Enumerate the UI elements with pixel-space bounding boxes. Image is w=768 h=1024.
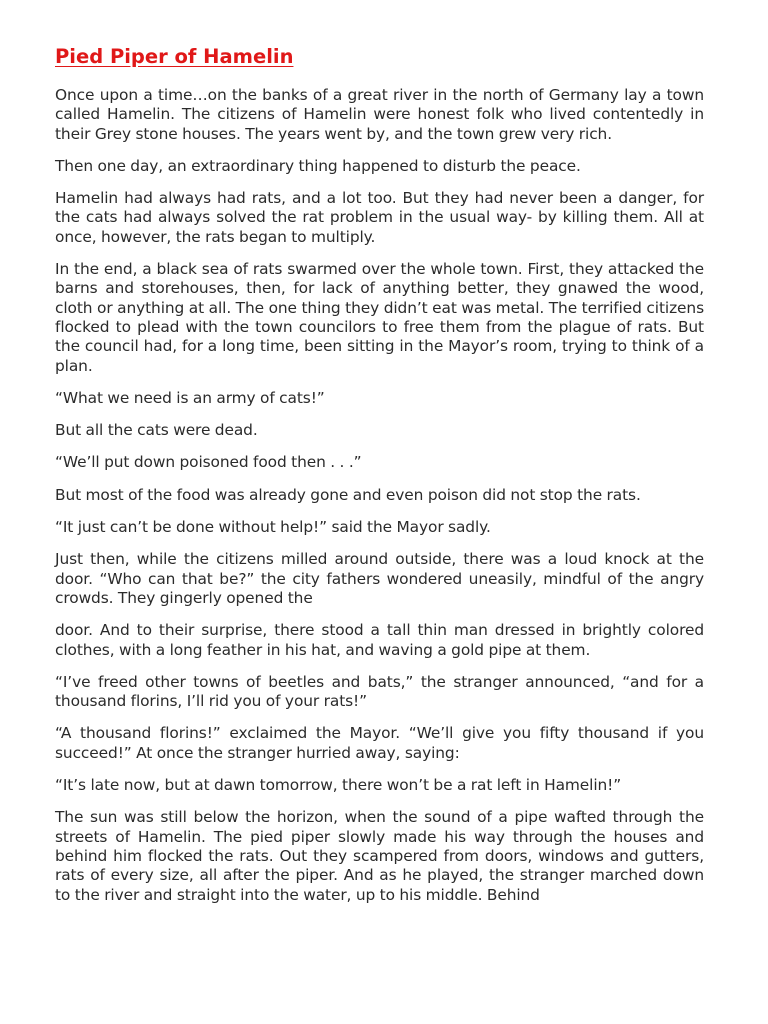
- paragraph-10: Just then, while the citizens milled around outside, there was a loud knock at the door. “Who can that be?” the city fathers wondered uneasily, mindful of the angry crowds. They gingerly opened the: [55, 550, 704, 607]
- paragraph-5: “What we need is an army of cats!”: [55, 388, 325, 407]
- page-title: Pied Piper of Hamelin: [55, 45, 294, 68]
- paragraph-11: door. And to their surprise, there stood a tall thin man dressed in brightly colored clothes, with a long feather in his hat, and waving a gold pipe at them.: [55, 621, 704, 659]
- paragraph-13: “A thousand florins!” exclaimed the Mayor. “We’ll give you fifty thousand if you succeed!” At once the stranger hurried away, saying:: [55, 724, 704, 762]
- paragraph-8: But most of the food was already gone and even poison did not stop the rats.: [55, 485, 641, 504]
- paragraph-9: “It just can’t be done without help!” said the Mayor sadly.: [55, 518, 491, 537]
- paragraph-3: Hamelin had always had rats, and a lot too. But they had never been a danger, for the cats had always solved the rat problem in the usual way- by killing them. All at once, however, the rats began to multiply.: [55, 189, 704, 246]
- document-page: [55, 44, 704, 918]
- paragraph-6: But all the cats were dead.: [55, 421, 258, 440]
- paragraph-15: The sun was still below the horizon, when the sound of a pipe wafted through the streets of Hamelin. The pied piper slowly made his way through the houses and behind him flocked the rats. Out they scampered from doors, windows and gutters, rats of every size, all after the piper. And as he played, the stranger marched down to the river and straight into the water, up to his middle. Behind: [55, 808, 704, 904]
- paragraph-7: “We’ll put down poisoned food then . . .”: [55, 453, 362, 472]
- paragraph-12: “I’ve freed other towns of beetles and bats,” the stranger announced, “and for a thousand florins, I’ll rid you of your rats!”: [55, 672, 704, 711]
- paragraph-4: In the end, a black sea of rats swarmed over the whole town. First, they attacked the barns and storehouses, then, for lack of anything better, they gnawed the wood, cloth or anything at all. The one thing they didn’t eat was metal. The terrified citizens flocked to plead with the town councilors to free them from the plague of rats. But the council had, for a long time, been sitting in the Mayor’s room, trying to think of a plan.: [55, 260, 704, 375]
- paragraph-2: Then one day, an extraordinary thing happened to disturb the peace.: [55, 156, 581, 175]
- paragraph-1: Once upon a time…on the banks of a great river in the north of Germany lay a town called Hamelin. The citizens of Hamelin were honest folk who lived contentedly in their Grey stone houses. The years went by, and the town grew very rich.: [55, 86, 704, 143]
- paragraph-14: “It’s late now, but at dawn tomorrow, there won’t be a rat left in Hamelin!”: [55, 776, 622, 795]
